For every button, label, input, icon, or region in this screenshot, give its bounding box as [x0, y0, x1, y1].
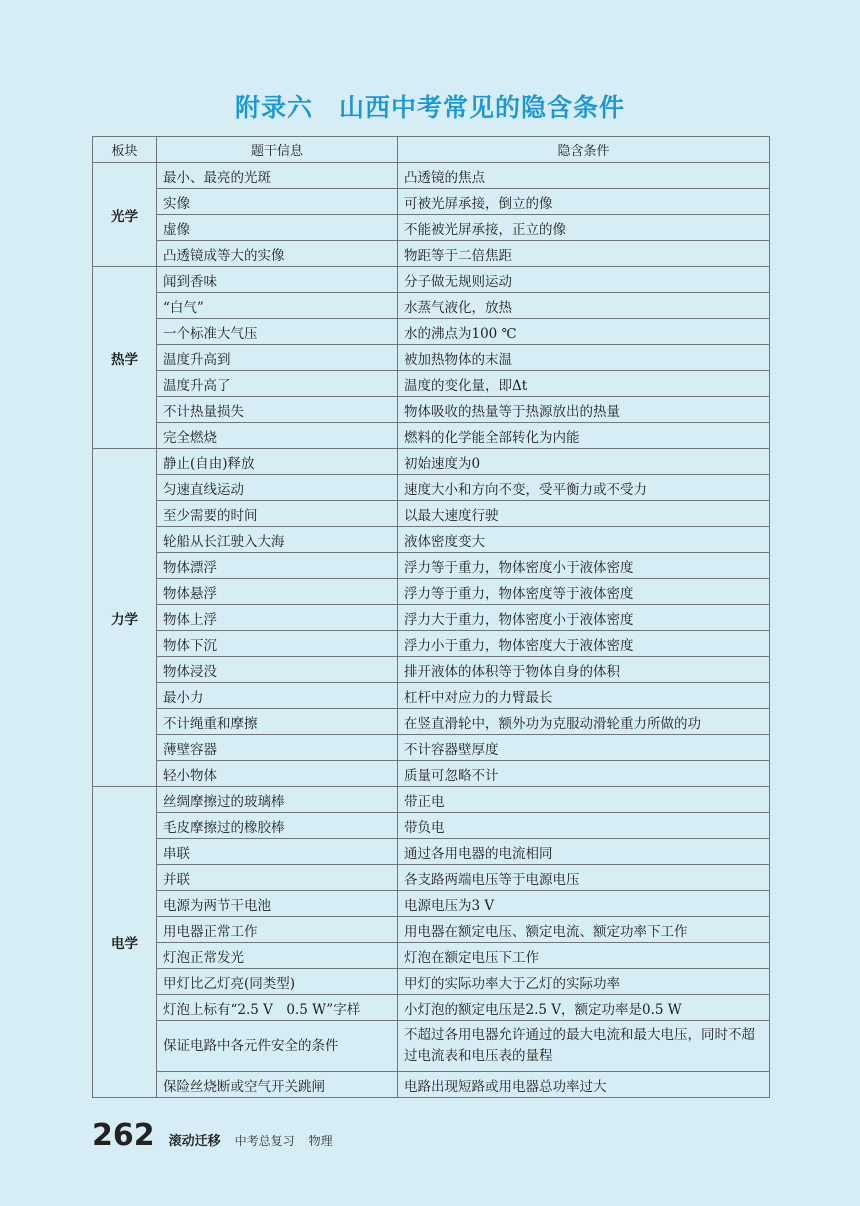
table-row: [93, 215, 770, 241]
info-cell: 保险丝烧断或空气开关跳闸: [157, 1072, 398, 1098]
table-row: [93, 1072, 770, 1098]
info-cell: 物体下沉: [157, 631, 398, 657]
info-cell: 实像: [157, 189, 398, 215]
section-label: 光学: [93, 163, 157, 267]
condition-cell: 凸透镜的焦点: [398, 163, 770, 189]
section-label: 力学: [93, 449, 157, 787]
table-row: [93, 865, 770, 891]
table-row: [93, 423, 770, 449]
condition-cell: 电源电压为3 V: [398, 891, 770, 917]
page-title: 附录六 山西中考常见的隐含条件: [234, 93, 625, 122]
condition-cell: 浮力等于重力，物体密度小于液体密度: [398, 553, 770, 579]
info-cell: 完全燃烧: [157, 423, 398, 449]
table-row: [93, 345, 770, 371]
info-cell: 静止(自由)释放: [157, 449, 398, 475]
info-cell: 最小、最亮的光斑: [157, 163, 398, 189]
info-cell: 至少需要的时间: [157, 501, 398, 527]
condition-cell: 水蒸气液化，放热: [398, 293, 770, 319]
table-row: [93, 683, 770, 709]
condition-cell: 物体吸收的热量等于热源放出的热量: [398, 397, 770, 423]
condition-cell: 带负电: [398, 813, 770, 839]
condition-cell: 小灯泡的额定电压是2.5 V，额定功率是0.5 W: [398, 995, 770, 1021]
condition-cell: 以最大速度行驶: [398, 501, 770, 527]
condition-cell: 不超过各用电器允许通过的最大电流和最大电压，同时不超过电流表和电压表的量程: [398, 1021, 770, 1072]
condition-cell: 灯泡在额定电压下工作: [398, 943, 770, 969]
info-cell: 最小力: [157, 683, 398, 709]
condition-cell: 可被光屏承接，倒立的像: [398, 189, 770, 215]
info-cell: 甲灯比乙灯亮(同类型): [157, 969, 398, 995]
info-cell: 用电器正常工作: [157, 917, 398, 943]
info-cell: 灯泡上标有“2.5 V 0.5 W”字样: [157, 995, 398, 1021]
condition-cell: 被加热物体的末温: [398, 345, 770, 371]
condition-cell: 温度的变化量，即Δt: [398, 371, 770, 397]
subject-name: 物理: [308, 1134, 333, 1148]
condition-cell: 液体密度变大: [398, 527, 770, 553]
table-row: [93, 605, 770, 631]
header-section: 板块: [93, 137, 157, 163]
info-cell: 并联: [157, 865, 398, 891]
table-row: [93, 891, 770, 917]
condition-cell: 不能被光屏承接，正立的像: [398, 215, 770, 241]
table-row: [93, 449, 770, 475]
series-name: 滚动迁移: [168, 1134, 221, 1149]
info-cell: 虚像: [157, 215, 398, 241]
table-row: [93, 943, 770, 969]
condition-cell: 分子做无规则运动: [398, 267, 770, 293]
table-row: [93, 501, 770, 527]
table-row: [93, 995, 770, 1021]
table-row: [93, 241, 770, 267]
table-row: [93, 735, 770, 761]
info-cell: 串联: [157, 839, 398, 865]
section-label: 热学: [93, 267, 157, 449]
condition-cell: 浮力大于重力，物体密度小于液体密度: [398, 605, 770, 631]
condition-cell: 各支路两端电压等于电源电压: [398, 865, 770, 891]
table-row: [93, 319, 770, 345]
info-cell: 电源为两节干电池: [157, 891, 398, 917]
condition-cell: 水的沸点为100 ℃: [398, 319, 770, 345]
table-row: [93, 553, 770, 579]
condition-cell: 排开液体的体积等于物体自身的体积: [398, 657, 770, 683]
info-cell: 匀速直线运动: [157, 475, 398, 501]
info-cell: 薄壁容器: [157, 735, 398, 761]
table-row: [93, 761, 770, 787]
info-cell: 凸透镜成等大的实像: [157, 241, 398, 267]
table-row: [93, 293, 770, 319]
info-cell: 毛皮摩擦过的橡胶棒: [157, 813, 398, 839]
condition-cell: 不计容器壁厚度: [398, 735, 770, 761]
info-cell: 温度升高了: [157, 371, 398, 397]
table-row: [93, 189, 770, 215]
condition-cell: 浮力等于重力，物体密度等于液体密度: [398, 579, 770, 605]
condition-cell: 通过各用电器的电流相同: [398, 839, 770, 865]
table-header-row: [93, 137, 770, 163]
info-cell: 灯泡正常发光: [157, 943, 398, 969]
info-cell: 温度升高到: [157, 345, 398, 371]
header-condition: 隐含条件: [398, 137, 770, 163]
condition-cell: 燃料的化学能全部转化为内能: [398, 423, 770, 449]
condition-cell: 初始速度为0: [398, 449, 770, 475]
condition-cell: 速度大小和方向不变，受平衡力或不受力: [398, 475, 770, 501]
table-row: [93, 839, 770, 865]
table-row: [93, 657, 770, 683]
table-row: [93, 813, 770, 839]
info-cell: 丝绸摩擦过的玻璃棒: [157, 787, 398, 813]
header-info: 题干信息: [157, 137, 398, 163]
condition-cell: 用电器在额定电压、额定电流、额定功率下工作: [398, 917, 770, 943]
info-cell: 保证电路中各元件安全的条件: [157, 1021, 398, 1072]
info-cell: 物体漂浮: [157, 553, 398, 579]
table-row: [93, 163, 770, 189]
condition-cell: 浮力小于重力，物体密度大于液体密度: [398, 631, 770, 657]
table-row: [93, 709, 770, 735]
condition-cell: 电路出现短路或用电器总功率过大: [398, 1072, 770, 1098]
condition-cell: 杠杆中对应力的力臂最长: [398, 683, 770, 709]
table-row: [93, 475, 770, 501]
table-row: [93, 787, 770, 813]
info-cell: 不计热量损失: [157, 397, 398, 423]
info-cell: 物体上浮: [157, 605, 398, 631]
info-cell: 轮船从长江驶入大海: [157, 527, 398, 553]
condition-cell: 在竖直滑轮中，额外功为克服动滑轮重力所做的功: [398, 709, 770, 735]
info-cell: 轻小物体: [157, 761, 398, 787]
table-row: [93, 397, 770, 423]
table-row: [93, 527, 770, 553]
condition-cell: 带正电: [398, 787, 770, 813]
section-label: 电学: [93, 787, 157, 1098]
book-name: 中考总复习: [234, 1134, 295, 1148]
table-row: [93, 1021, 770, 1072]
table-row: [93, 917, 770, 943]
table-row: [93, 579, 770, 605]
page-footer: [92, 1118, 347, 1158]
table-row: [93, 631, 770, 657]
table-row: [93, 267, 770, 293]
info-cell: 一个标准大气压: [157, 319, 398, 345]
condition-cell: 质量可忽略不计: [398, 761, 770, 787]
page-number: 262: [92, 1118, 155, 1153]
table-row: [93, 969, 770, 995]
hidden-conditions-table: [92, 136, 770, 1098]
table-row: [93, 371, 770, 397]
condition-cell: 物距等于二倍焦距: [398, 241, 770, 267]
info-cell: 物体浸没: [157, 657, 398, 683]
table-body: [93, 163, 770, 1098]
info-cell: “白气”: [157, 293, 398, 319]
info-cell: 闻到香味: [157, 267, 398, 293]
info-cell: 物体悬浮: [157, 579, 398, 605]
condition-cell: 甲灯的实际功率大于乙灯的实际功率: [398, 969, 770, 995]
info-cell: 不计绳重和摩擦: [157, 709, 398, 735]
